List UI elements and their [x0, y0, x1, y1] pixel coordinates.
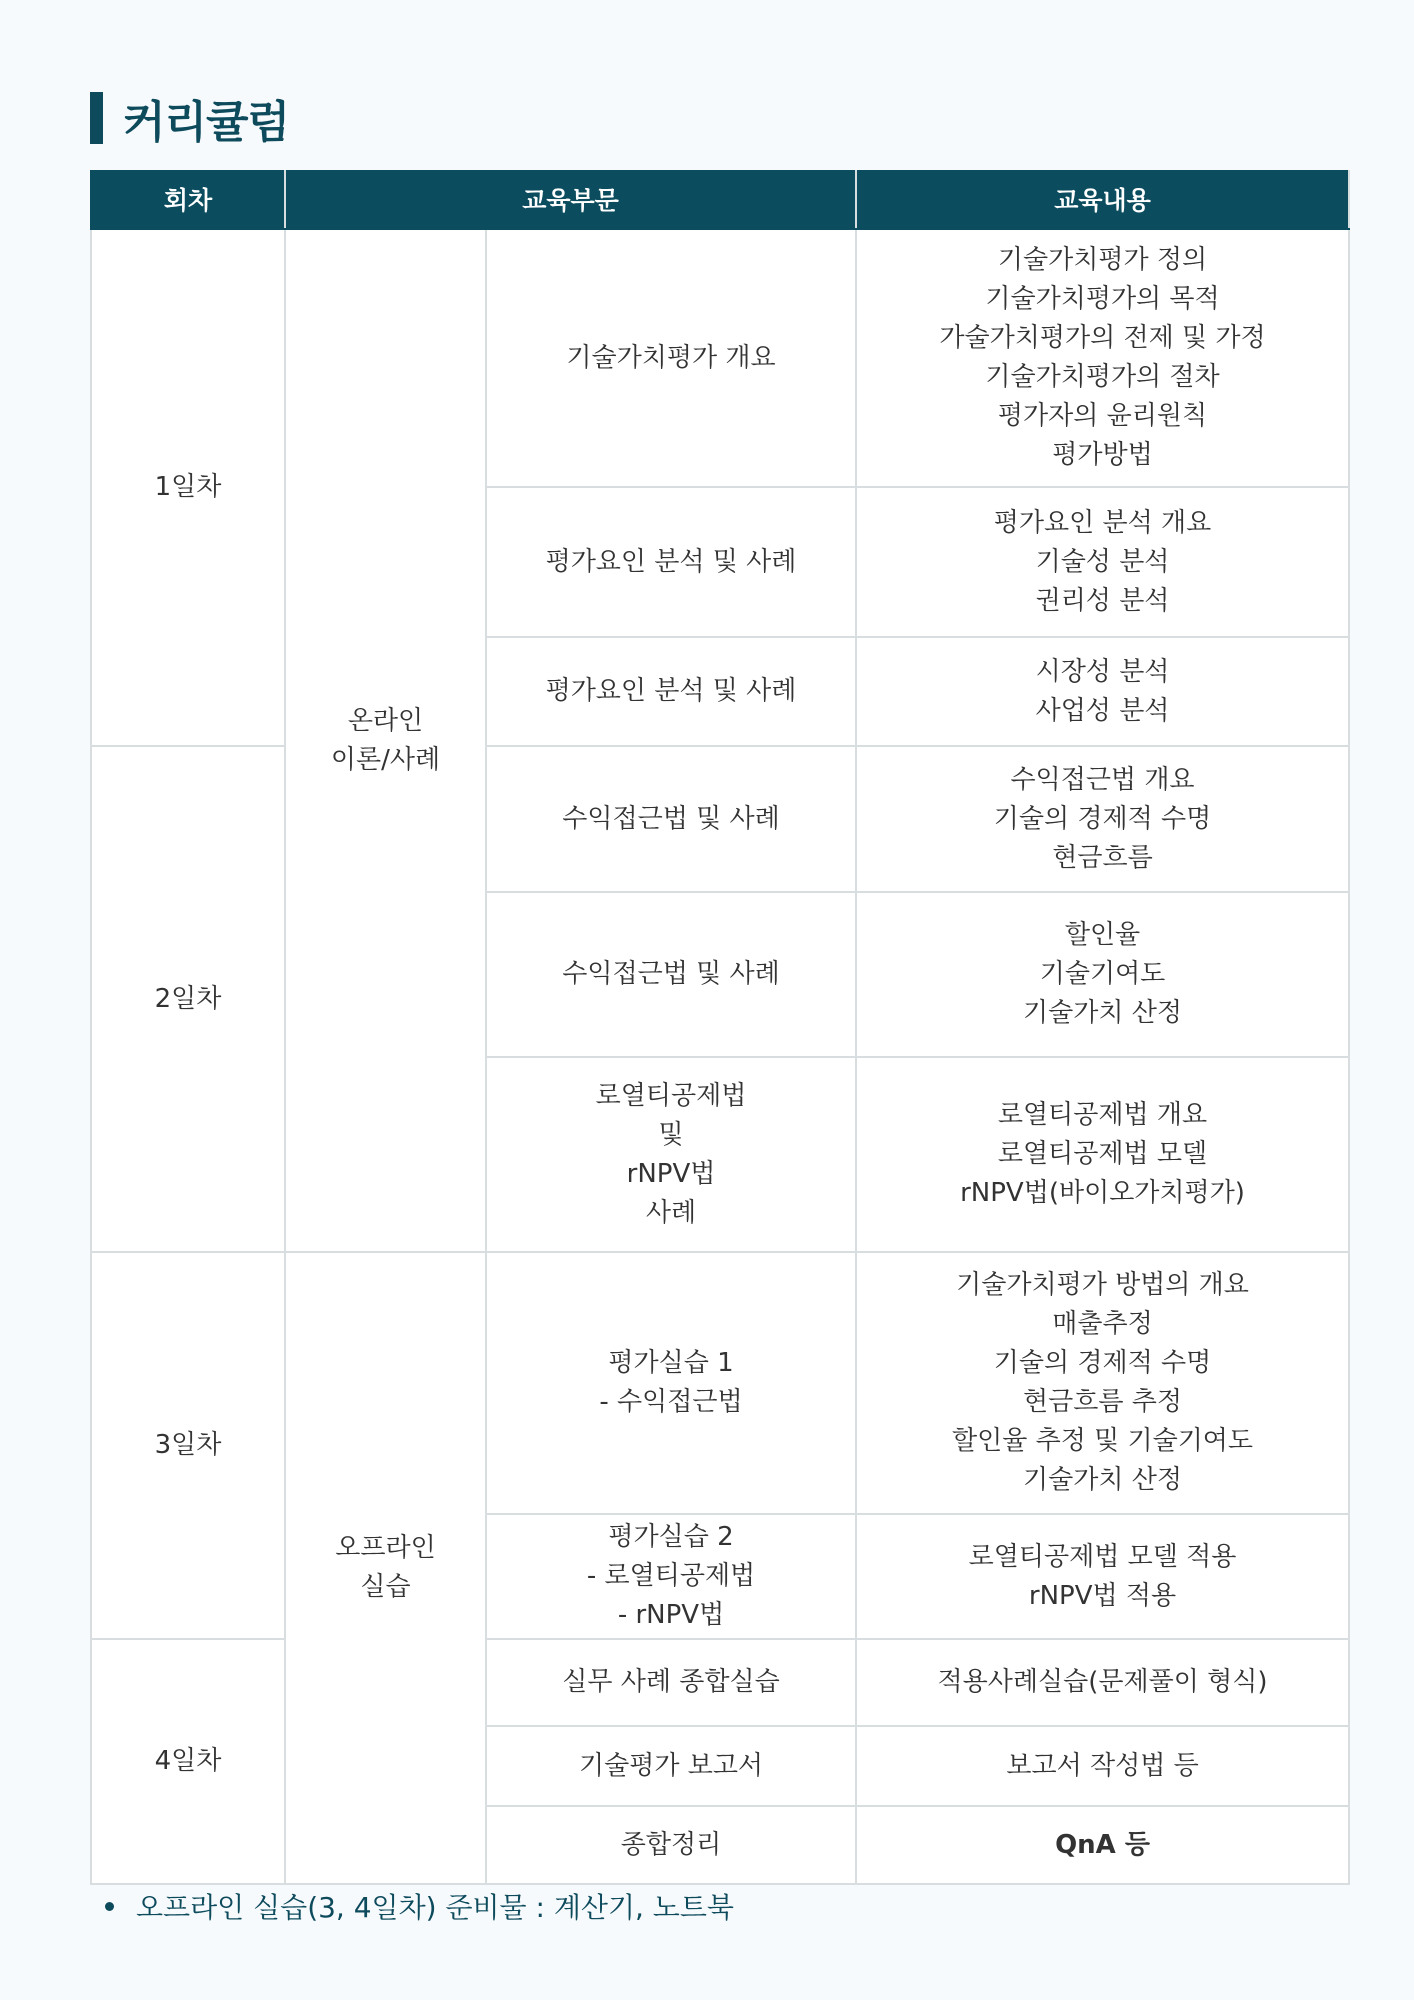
category-offline-cell: 오프라인 실습	[285, 1252, 486, 1884]
topic-cell: 수익접근법 및 사례	[486, 892, 856, 1057]
content-cell: 시장성 분석 사업성 분석	[856, 637, 1349, 746]
curriculum-table	[90, 170, 1350, 1885]
table-header-row	[91, 171, 1349, 229]
page-title: 커리큘럼	[123, 97, 290, 148]
topic-cell: 종합정리	[486, 1806, 856, 1884]
content-cell: 적용사례실습(문제풀이 형식)	[856, 1639, 1349, 1726]
section-title	[90, 90, 289, 146]
topic-cell: 평가요인 분석 및 사례	[486, 487, 856, 637]
table-row	[91, 229, 1349, 487]
topic-cell: 로열티공제법 및 rNPV법 사례	[486, 1057, 856, 1252]
topic-cell: 평가요인 분석 및 사례	[486, 637, 856, 746]
table-row	[91, 746, 1349, 892]
note-text: 오프라인 실습(3, 4일차) 준비물 : 계산기, 노트북	[136, 1891, 734, 1924]
content-cell: 평가요인 분석 개요 기술성 분석 권리성 분석	[856, 487, 1349, 637]
content-cell: 할인율 기술기여도 기술가치 산정	[856, 892, 1349, 1057]
content-cell: 보고서 작성법 등	[856, 1726, 1349, 1806]
content-cell: QnA 등	[856, 1806, 1349, 1884]
title-accent-bar	[90, 92, 103, 144]
content-cell: 기술가치평가 정의 기술가치평가의 목적 가술가치평가의 전제 및 가정 기술가치평가의 절차 평가자의 윤리원칙 평가방법	[856, 229, 1349, 487]
table-row	[91, 1639, 1349, 1726]
content-cell: 로열티공제법 모델 적용 rNPV법 적용	[856, 1514, 1349, 1639]
day-4-cell: 4일차	[91, 1639, 285, 1884]
header-content: 교육내용	[856, 171, 1349, 229]
topic-cell: 기술가치평가 개요	[486, 229, 856, 487]
day-1-cell: 1일차	[91, 229, 285, 746]
header-session: 회차	[91, 171, 285, 229]
day-2-cell: 2일차	[91, 746, 285, 1252]
category-online-cell: 온라인 이론/사례	[285, 229, 486, 1252]
preparation-note	[105, 1886, 734, 1926]
topic-cell: 기술평가 보고서	[486, 1726, 856, 1806]
content-cell: 로열티공제법 개요 로열티공제법 모델 rNPV법(바이오가치평가)	[856, 1057, 1349, 1252]
content-cell: 기술가치평가 방법의 개요 매출추정 기술의 경제적 수명 현금흐름 추정 할인율 추정 및 기술기여도 기술가치 산정	[856, 1252, 1349, 1514]
topic-cell: 평가실습 2 - 로열티공제법 - rNPV법	[486, 1514, 856, 1639]
content-cell: 수익접근법 개요 기술의 경제적 수명 현금흐름	[856, 746, 1349, 892]
topic-cell: 평가실습 1 - 수익접근법	[486, 1252, 856, 1514]
bullet-icon	[105, 1902, 114, 1911]
topic-cell: 수익접근법 및 사례	[486, 746, 856, 892]
header-category: 교육부문	[285, 171, 856, 229]
topic-cell: 실무 사례 종합실습	[486, 1639, 856, 1726]
table-row	[91, 1252, 1349, 1514]
day-3-cell: 3일차	[91, 1252, 285, 1639]
